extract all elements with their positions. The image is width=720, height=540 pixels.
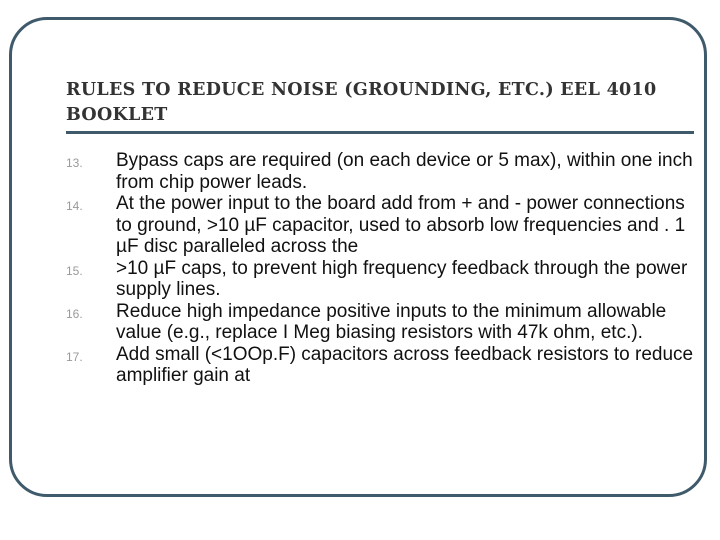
slide-title: RULES TO REDUCE NOISE (GROUNDING, ETC.) EEL 4010 BOOKLET xyxy=(66,80,657,125)
list-item xyxy=(66,301,696,344)
item-number: 13. xyxy=(66,156,83,170)
title-divider xyxy=(66,131,694,134)
rules-list xyxy=(66,150,696,387)
list-item xyxy=(66,193,696,258)
item-text: Add small (<1OOp.F) capacitors across feedback resistors to reduce amplifier gain at xyxy=(116,343,694,386)
list-item xyxy=(66,150,696,193)
item-number: 17. xyxy=(66,349,83,364)
item-text: Reduce high impedance positive inputs to the minimum allowable value (e.g., replace I Meg biasing resistors with 47k ohm, etc.). xyxy=(116,300,667,343)
item-number: 15. xyxy=(66,263,83,278)
item-text: Bypass caps are required (on each device or 5 max), within one inch from chip power leads. xyxy=(116,150,693,193)
item-text: At the power input to the board add from + and - power connections to ground, >10 µF capacitor, used to absorb low frequencies and . 1 µF disc paralleled across the xyxy=(116,193,686,257)
item-number: 16. xyxy=(66,306,83,321)
item-number: 14. xyxy=(66,199,83,213)
list-item xyxy=(66,344,696,387)
item-text: >10 µF caps, to prevent high frequency feedback through the power supply lines. xyxy=(116,257,688,300)
list-item xyxy=(66,258,696,301)
